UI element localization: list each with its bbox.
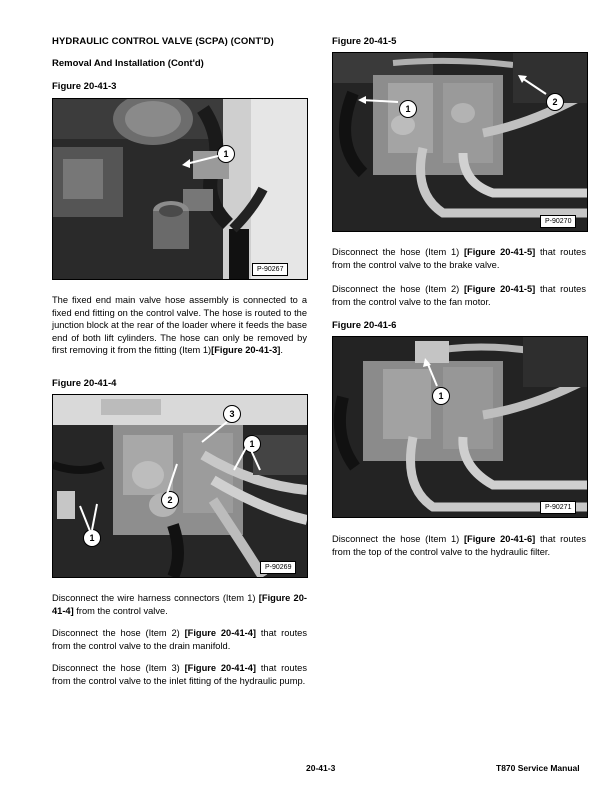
figure-label-6: Figure 20-41-6 [332,320,397,331]
paragraph-wire-harness: Disconnect the wire harness connectors (Item 1) [Figure 20-41-4] from the control valve. [52,593,307,616]
photo-number-fig4: P-90269 [260,561,296,574]
callout-1-fig6: 1 [432,387,450,405]
callout-2-fig4: 2 [161,491,179,509]
callout-1-fig4-left: 1 [83,529,101,547]
callout-arrows-fig5 [332,52,586,230]
paragraph-pump-hose: Disconnect the hose (Item 3) [Figure 20-41-4] that routes from the control valve to the inlet fitting of the hydraulic pump. [52,663,307,686]
paragraph-fan-hose: Disconnect the hose (Item 2) [Figure 20-41-5] that routes from the control valve to the fan motor. [332,284,586,307]
callout-arrows-fig4 [52,394,306,576]
figure-label-3: Figure 20-41-3 [52,81,117,92]
photo-number-fig6: P-90271 [540,501,576,514]
manual-title: T870 Service Manual [496,763,580,773]
figure-label-5: Figure 20-41-5 [332,36,397,47]
photo-number-fig3: P-90267 [252,263,288,276]
paragraph-drain-hose: Disconnect the hose (Item 2) [Figure 20-41-4] that routes from the control valve to the drain manifold. [52,628,307,651]
paragraph-filter-hose: Disconnect the hose (Item 1) [Figure 20-41-6] that routes from the top of the control valve to the hydraulic filter. [332,534,586,557]
callout-arrow-fig3 [180,150,220,170]
section-title: HYDRAULIC CONTROL VALVE (SCPA) (CONT'D) [52,36,274,47]
callout-3-fig4: 3 [223,405,241,423]
callout-arrow-fig6 [332,336,586,516]
callout-2-fig5: 2 [546,93,564,111]
figure-20-41-3-photo [52,98,308,280]
section-subtitle: Removal And Installation (Cont'd) [52,58,204,69]
callout-1-fig4-right: 1 [243,435,261,453]
paragraph-fixed-end-hose: The fixed end main valve hose assembly is connected to a fixed end fitting on the control valve. The hose is routed to the junction block at the rear of the loader where it feeds the base end of both lift cylinders. The hose can only be removed by first removing it from the fitting (Item 1)[Figure 20-41-3]. [52,295,307,356]
callout-1-fig5: 1 [399,100,417,118]
figure-label-4: Figure 20-41-4 [52,378,117,389]
page-number: 20-41-3 [306,763,336,773]
paragraph-brake-hose: Disconnect the hose (Item 1) [Figure 20-41-5] that routes from the control valve to the brake valve. [332,247,586,270]
photo-number-fig5: P-90270 [540,215,576,228]
callout-1-fig3: 1 [217,145,235,163]
